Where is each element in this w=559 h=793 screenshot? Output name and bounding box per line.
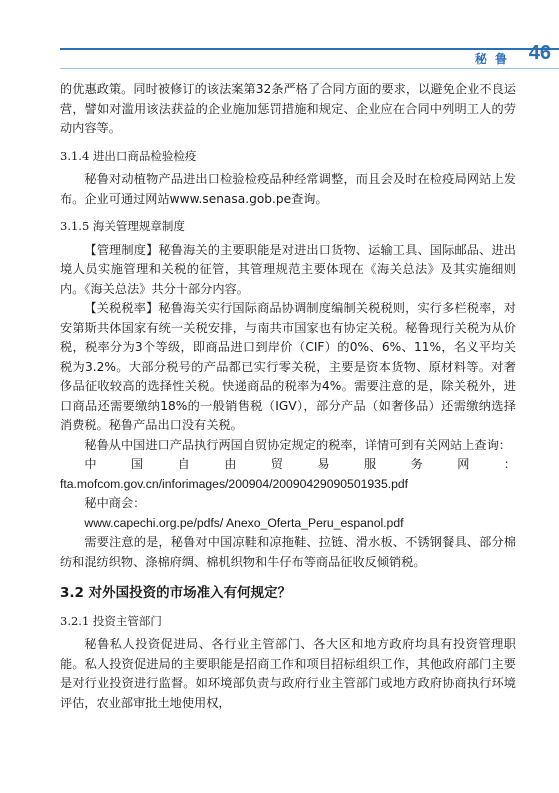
paragraph: 的优惠政策。同时被修订的该法案第32条严格了合同方面的要求，以避免企业不良运营，譬如对滥用该法获益的企业施加惩罚措施和规定、企业应在合同中列明工人的劳动内容等。 <box>60 82 516 135</box>
section-heading-3-1-5: 3.1.5 海关管理规章制度 <box>60 219 185 233</box>
section-heading-3-2-1: 3.2.1 投资主管部门 <box>60 613 162 628</box>
paragraph-management-system: 【管理制度】秘鲁海关的主要职能是对进出口货物、运输工具、国际邮品、进出境人员实施管理和关税的征管，其管理规范主要体现在《海关总法》及其实施细则内。《海关总法》共分十部分内容。 <box>60 242 516 296</box>
header-country: 秘 鲁 <box>474 52 509 66</box>
page-number: 46 <box>528 42 551 64</box>
page-body <box>60 80 516 713</box>
fta-label: 中国自由贸易服务网： <box>84 457 516 471</box>
fta-service-label <box>60 455 516 494</box>
paragraph-anti-dumping: 需要注意的是，秘鲁对中国凉鞋和凉拖鞋、拉链、滑水板、不锈钢餐具、部分棉纺和混纺织物、涤棉府绸、棉机织物和牛仔布等商品征收反倾销税。 <box>60 535 516 569</box>
capechi-label: 秘中商会： <box>84 496 146 510</box>
paragraph: 秘鲁对动植物产品进出口检验检疫品种经常调整，而且会及时在检疫局网站上发布。企业可通过网站www.senasa.gob.pe查询。 <box>60 172 516 206</box>
capechi-link[interactable]: www.capechi.org.pe/pdfs/ Anexo_Oferta_Peru_espanol.pdf <box>84 515 404 530</box>
page-header <box>60 42 559 72</box>
section-heading-3-1-4: 3.1.4 进出口商品检验检疫 <box>60 148 197 163</box>
fta-link[interactable]: fta.mofcom.gov.cn/inforimages/200904/20090429090501935.pdf <box>60 476 409 491</box>
section-heading-3-2: 3.2 对外国投资的市场准入有何规定？ <box>60 585 292 601</box>
paragraph: 秘鲁从中国进口产品执行两国自贸协定规定的税率，详情可到有关网站上查询： <box>84 437 511 452</box>
paragraph-tariff-rates: 【关税税率】秘鲁海关实行国际商品协调制度编制关税税则，实行多栏税率，对安第斯共体国家有统一关税安排，与南共市国家也有协定关税。秘鲁现行关税为从价税，税率分为3个等级，即商品进口到岸价（CIF）的0%、6%、11%，名义平均关税为3.2%。大部分税号的产品都已实行零关税，主要是资本货物、原材料等。对奢侈品征收较高的选择性关税。快递商品的税率为4%。需要注意的是，除关税外，进口商品还需要缴纳18%的一般销售税（IGV），部分产品（如奢侈品）还需缴纳选择消费税。秘鲁产品出口没有关税。 <box>60 301 516 432</box>
paragraph-investment-authority: 秘鲁私人投资促进局、各行业主管部门、各大区和地方政府均具有投资管理职能。私人投资促进局的主要职能是招商工作和项目招标组织工作，其他政府部门主要是对行业投资进行监督。如环境部负责与政府行业主管部门或地方政府协商执行环境评估，农业部审批土地使用权， <box>60 637 516 710</box>
